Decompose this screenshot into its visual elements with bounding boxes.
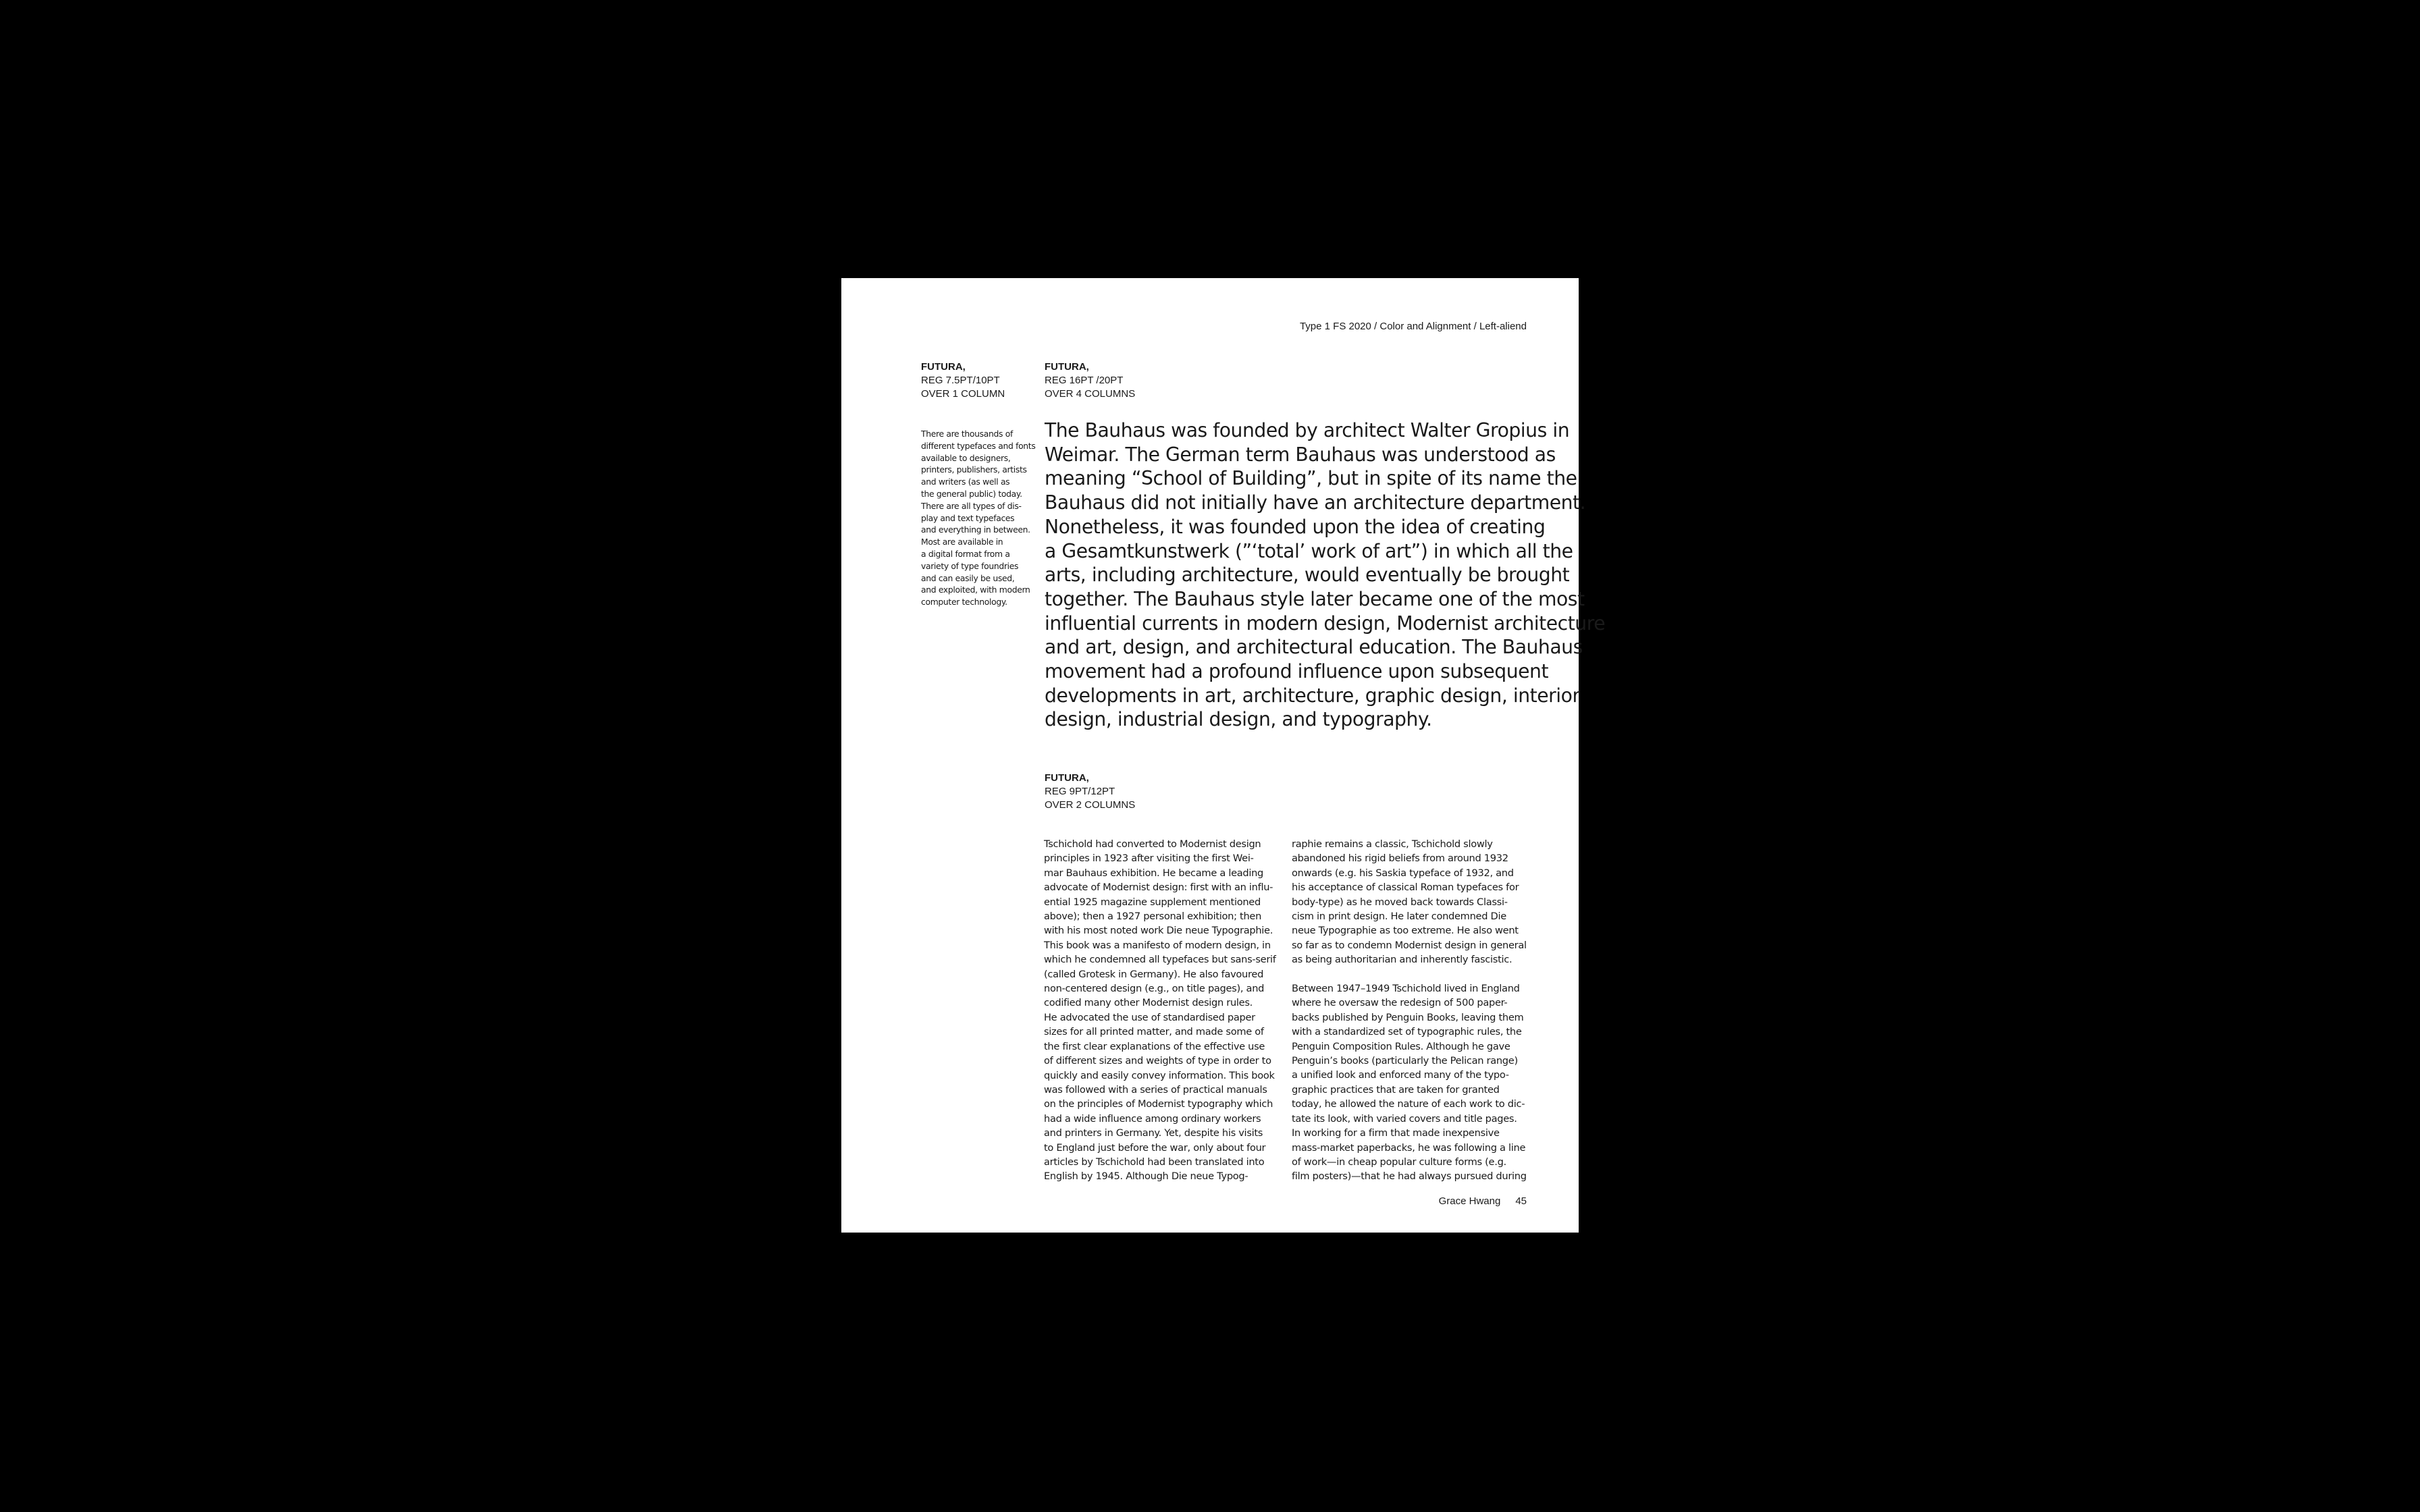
- text-line: the first clear explanations of the effective use: [1044, 1040, 1265, 1052]
- text-line: of different sizes and weights of type in order to: [1044, 1055, 1271, 1067]
- text-line: mar Bauhaus exhibition. He became a leading: [1044, 867, 1264, 879]
- text-line: There are thousands of: [921, 429, 1013, 439]
- text-line: (called Grotesk in Germany). He also favoured: [1044, 968, 1264, 980]
- spec-line: REG 16PT /20PT: [1045, 375, 1124, 386]
- text-line: and can easily be used,: [921, 572, 1015, 583]
- spec-line: FUTURA,: [1045, 772, 1089, 784]
- text-line: This book was a manifesto of modern design, in: [1044, 939, 1271, 951]
- text-line: was followed with a series of practical manuals: [1044, 1083, 1267, 1096]
- text-line: with a standardized set of typographic rules, the: [1292, 1026, 1522, 1038]
- text-line: film posters)—that he had always pursued during: [1292, 1170, 1527, 1183]
- text-line: of work—in cheap popular culture forms (e.g.: [1292, 1156, 1506, 1168]
- text-line: printers, publishers, artists: [921, 464, 1027, 475]
- text-line: a digital format from a: [921, 548, 1010, 559]
- text-line: today, he allowed the nature of each work to dic-: [1292, 1098, 1525, 1110]
- text-line: meaning “School of Building”, but in spite of its name the: [1045, 467, 1577, 490]
- text-line: Nonetheless, it was founded upon the idea of creating: [1045, 515, 1546, 538]
- text-line: quickly and easily convey information. This book: [1044, 1069, 1275, 1081]
- spec-line: REG 7.5PT/10PT: [921, 375, 1000, 386]
- sidebar-type-spec: [921, 360, 1005, 401]
- text-line: Weimar. The German term Bauhaus was understood as: [1045, 443, 1556, 466]
- text-line: abandoned his rigid beliefs from around 1932: [1292, 853, 1508, 865]
- lead-paragraph: [1045, 418, 1606, 732]
- spec-line: OVER 4 COLUMNS: [1045, 388, 1136, 400]
- text-line: computer technology.: [921, 597, 1007, 608]
- text-line: had a wide influence among ordinary workers: [1044, 1112, 1261, 1125]
- body-column-left: [1044, 837, 1284, 1184]
- text-line: non-centered design (e.g., on title pages), and: [1044, 983, 1265, 995]
- text-line: advocate of Modernist design: first with an influ-: [1044, 882, 1273, 894]
- text-line: and everything in between.: [921, 524, 1030, 535]
- text-line: onwards (e.g. his Saskia typeface of 1932, and: [1292, 867, 1514, 879]
- text-line: where he oversaw the redesign of 500 paper-: [1292, 997, 1508, 1009]
- text-line: articles by Tschichold had been translated into: [1044, 1156, 1265, 1168]
- spec-line: OVER 2 COLUMNS: [1045, 799, 1136, 811]
- text-line: the general public) today.: [921, 488, 1022, 499]
- text-line: backs published by Penguin Books, leaving them: [1292, 1011, 1524, 1023]
- text-line: Bauhaus did not initially have an architecture department.: [1045, 491, 1586, 514]
- page-footer: [1439, 1195, 1527, 1208]
- page-number: 45: [1515, 1195, 1527, 1207]
- text-line: influential currents in modern design, Modernist architecture: [1045, 612, 1606, 634]
- text-line: as being authoritarian and inherently fascistic.: [1292, 954, 1512, 966]
- text-line: Penguin Composition Rules. Although he gave: [1292, 1040, 1510, 1052]
- spec-line: REG 9PT/12PT: [1045, 786, 1115, 797]
- text-line: sizes for all printed matter, and made some of: [1044, 1026, 1264, 1038]
- text-line: Between 1947–1949 Tschichold lived in England: [1292, 983, 1520, 995]
- text-line: raphie remains a classic, Tschichold slowly: [1292, 838, 1493, 850]
- spec-line: OVER 1 COLUMN: [921, 388, 1005, 400]
- text-line: movement had a profound influence upon subsequent: [1045, 660, 1549, 683]
- text-line: mass-market paperbacks, he was following a line: [1292, 1141, 1526, 1154]
- text-line: He advocated the use of standardised paper: [1044, 1011, 1255, 1023]
- text-line: and writers (as well as: [921, 477, 1010, 487]
- text-line: neue Typographie as too extreme. He also went: [1292, 925, 1519, 937]
- text-line: on the principles of Modernist typography which: [1044, 1098, 1273, 1110]
- text-line: ential 1925 magazine supplement mentioned: [1044, 896, 1261, 908]
- text-line: above); then a 1927 personal exhibition; then: [1044, 911, 1262, 923]
- text-line: cism in print design. He later condemned Die: [1292, 911, 1506, 923]
- document-page: [841, 278, 1606, 1233]
- body-column-right: [1292, 837, 1531, 1184]
- text-line: principles in 1923 after visiting the first Wei-: [1044, 853, 1254, 865]
- text-line: arts, including architecture, would eventually be brought: [1045, 564, 1570, 587]
- body-type-spec: [1045, 772, 1135, 812]
- text-line: and exploited, with modern: [921, 585, 1030, 595]
- spec-line: FUTURA,: [921, 361, 966, 373]
- text-line: codified many other Modernist design rules.: [1044, 997, 1253, 1009]
- text-line: different typefaces and fonts: [921, 440, 1036, 451]
- text-line: There are all types of dis-: [921, 500, 1022, 511]
- sidebar-paragraph: [921, 428, 1036, 608]
- text-line: tate its look, with varied covers and title pages.: [1292, 1112, 1517, 1125]
- text-line: Penguin’s books (particularly the Pelican range): [1292, 1055, 1518, 1067]
- text-line: his acceptance of classical Roman typefaces for: [1292, 882, 1519, 894]
- author-name: Grace Hwang: [1438, 1195, 1501, 1207]
- text-line: variety of type foundries: [921, 560, 1019, 571]
- text-line: and art, design, and architectural education. The Bauhaus: [1045, 636, 1583, 659]
- text-line: design, industrial design, and typography.: [1045, 708, 1432, 731]
- paragraph-gap: [1292, 967, 1531, 981]
- text-line: a Gesamtkunstwerk (”‘total’ work of art”) in which all the: [1045, 539, 1573, 562]
- text-line: In working for a firm that made inexpensive: [1292, 1127, 1500, 1139]
- text-line: a unified look and enforced many of the typo-: [1292, 1069, 1509, 1081]
- text-line: and printers in Germany. Yet, despite his visits: [1044, 1127, 1263, 1139]
- text-line: English by 1945. Although Die neue Typog-: [1044, 1170, 1248, 1183]
- text-line: to England just before the war, only about four: [1044, 1141, 1266, 1154]
- running-head: Type 1 FS 2020 / Color and Alignment / Left-aliend: [1299, 321, 1527, 332]
- lead-type-spec: [1045, 360, 1135, 401]
- text-line: together. The Bauhaus style later became one of the most: [1045, 587, 1585, 610]
- text-line: with his most noted work Die neue Typographie.: [1044, 925, 1273, 937]
- text-line: body-type) as he moved back towards Classi-: [1292, 896, 1508, 908]
- text-line: developments in art, architecture, graphic design, interior: [1045, 684, 1580, 707]
- text-line: Most are available in: [921, 537, 1003, 547]
- text-line: available to designers,: [921, 452, 1011, 463]
- text-line: The Bauhaus was founded by architect Walter Gropius in: [1045, 419, 1570, 441]
- text-line: play and text typefaces: [921, 512, 1015, 523]
- spec-line: FUTURA,: [1045, 361, 1089, 373]
- text-line: so far as to condemn Modernist design in general: [1292, 939, 1527, 951]
- text-line: Tschichold had converted to Modernist design: [1044, 838, 1261, 850]
- text-line: graphic practices that are taken for granted: [1292, 1083, 1500, 1096]
- text-line: which he condemned all typefaces but sans-serif: [1044, 954, 1276, 966]
